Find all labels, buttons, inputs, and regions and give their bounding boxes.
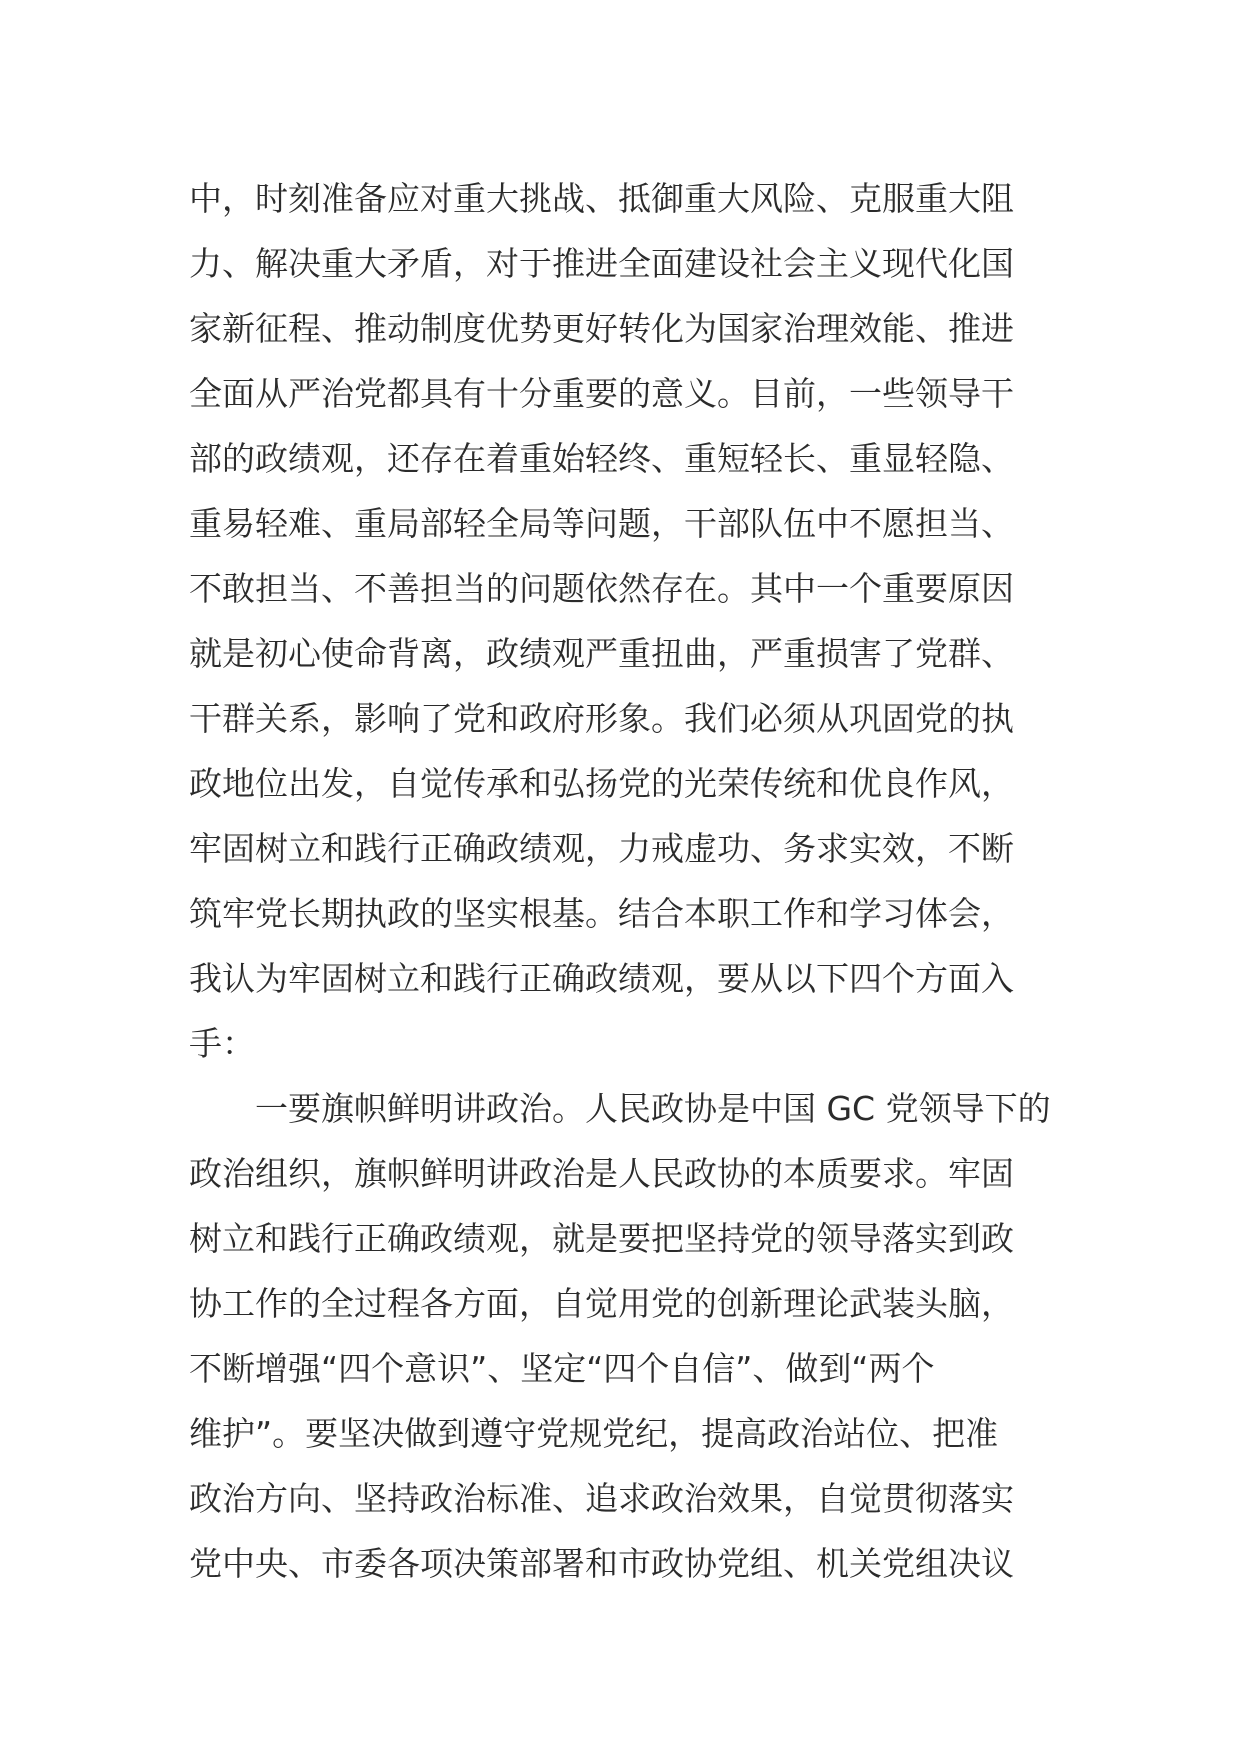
text-line: 不敢担当、不善担当的问题依然存在。其中一个重要原因 — [189, 569, 1014, 608]
paragraph-first-line: 一要旗帜鲜明讲政治。人民政协是中国 GC 党领导下的 — [255, 1089, 1051, 1128]
text-line: 不断增强“四个意识”、坚定“四个自信”、做到“两个 — [189, 1349, 935, 1388]
text-line: 党中央、市委各项决策部署和市政协党组、机关党组决议 — [189, 1544, 1014, 1583]
body-text — [189, 166, 1059, 1596]
text-line: 家新征程、推动制度优势更好转化为国家治理效能、推进 — [189, 309, 1014, 348]
text-line: 力、解决重大矛盾，对于推进全面建设社会主义现代化国 — [189, 244, 1014, 283]
text-line: 我认为牢固树立和践行正确政绩观，要从以下四个方面入 — [189, 959, 1014, 998]
text-line: 手： — [189, 1024, 255, 1063]
text-line: 干群关系，影响了党和政府形象。我们必须从巩固党的执 — [189, 699, 1014, 738]
text-line: 就是初心使命背离，政绩观严重扭曲，严重损害了党群、 — [189, 634, 1014, 673]
text-line: 中，时刻准备应对重大挑战、抵御重大风险、克服重大阻 — [189, 179, 1014, 218]
text-line: 筑牢党长期执政的坚实根基。结合本职工作和学习体会， — [189, 894, 1014, 933]
text-line: 政治组织，旗帜鲜明讲政治是人民政协的本质要求。牢固 — [189, 1154, 1014, 1193]
text-line: 政地位出发，自觉传承和弘扬党的光荣传统和优良作风， — [189, 764, 1014, 803]
text-line: 牢固树立和践行正确政绩观，力戒虚功、务求实效，不断 — [189, 829, 1014, 868]
text-line: 重易轻难、重局部轻全局等问题，干部队伍中不愿担当、 — [189, 504, 1014, 543]
text-line: 部的政绩观，还存在着重始轻终、重短轻长、重显轻隐、 — [189, 439, 1014, 478]
text-line: 树立和践行正确政绩观，就是要把坚持党的领导落实到政 — [189, 1219, 1014, 1258]
text-line: 协工作的全过程各方面，自觉用党的创新理论武装头脑， — [189, 1284, 1014, 1323]
text-line: 全面从严治党都具有十分重要的意义。目前，一些领导干 — [189, 374, 1014, 413]
text-line: 政治方向、坚持政治标准、追求政治效果，自觉贯彻落实 — [189, 1479, 1014, 1518]
text-line: 维护”。要坚决做到遵守党规党纪，提高政治站位、把准 — [189, 1414, 999, 1453]
